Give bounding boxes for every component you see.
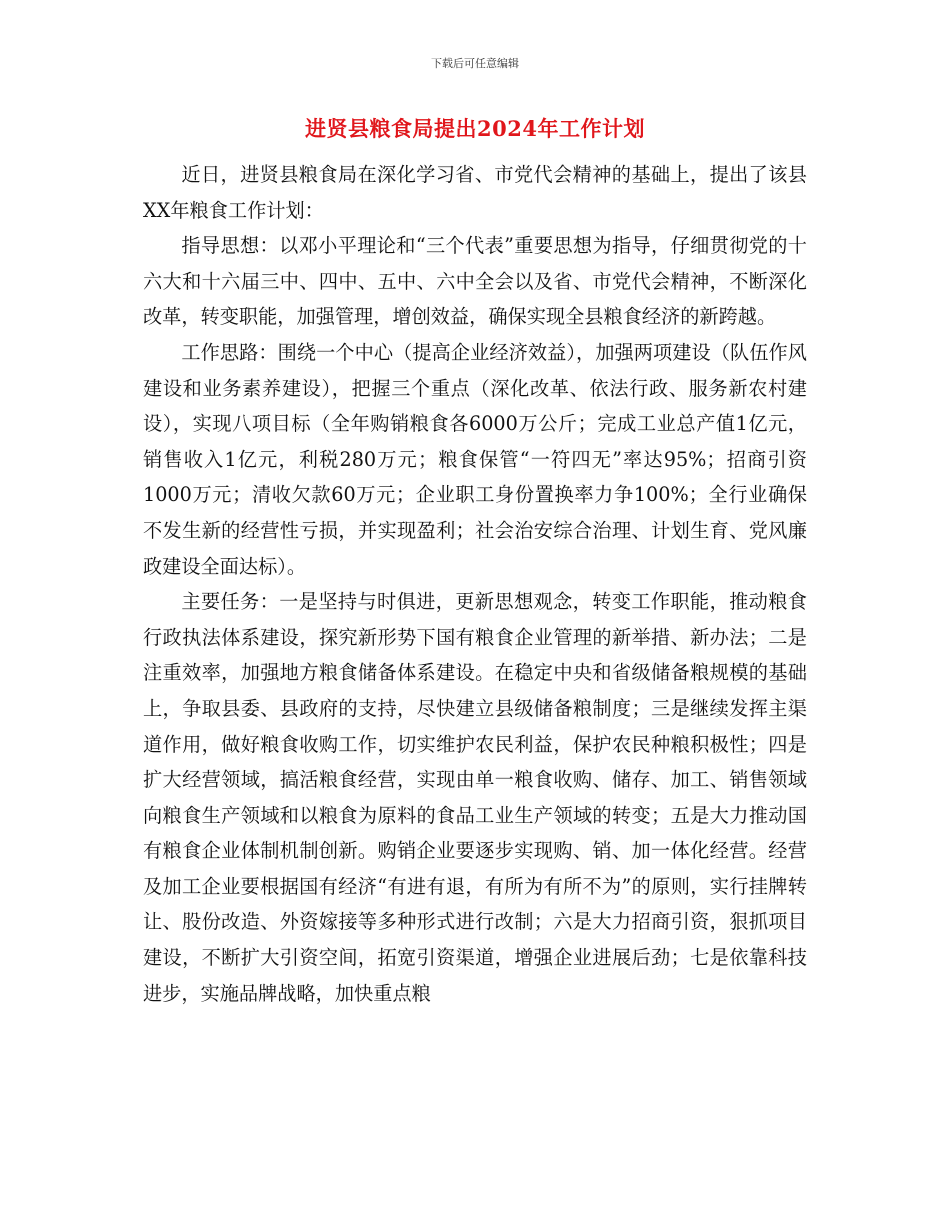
paragraph-intro: 近日，进贤县粮食局在深化学习省、市党代会精神的基础上，提出了该县XX年粮食工作计划： [143,163,807,222]
paragraph-main-tasks: 主要任务：一是坚持与时俱进，更新思想观念，转变工作职能，推动粮食行政执法体系建设，探究新形势下国有粮食企业管理的新举措、新办法；二是注重效率，加强地方粮食储备体系建设。在稳定中央和省级储备粮规模的基础上，争取县委、县政府的支持，尽快建立县级储备粮制度；三是继续发挥主渠道作用，做好粮食收购工作，切实维护农民利益，保护农民种粮积极性；四是扩大经营领域，搞活粮食经营，实现由单一粮食收购、储存、加工、销售领域向粮食生产领域和以粮食为原料的食品工业生产领域的转变；五是大力推动国有粮食企业体制机制创新。购销企业要逐步实现购、销、加一体化经营。经营及加工企业要根据国有经济“有进有退，有所为有所不为”的原则，实行挂牌转让、股份改造、外资嫁接等多种形式进行改制；六是大力招商引资，狠抓项目建设，不断扩大引资空间，拓宽引资渠道，增强企业进展后劲；七是依靠科技进步，实施品牌战略，加快重点粮 [143,590,807,1005]
document-body [143,157,807,1011]
header-note: 下载后可任意编辑 [431,57,519,70]
document-title: 进贤县粮食局提出2024年工作计划 [305,116,645,141]
paragraph-guiding-ideology: 指导思想：以邓小平理论和“三个代表”重要思想为指导，仔细贯彻党的十六大和十六届三中、四中、五中、六中全会以及省、市党代会精神，不断深化改革，转变职能，加强管理，增创效益，确保实现全县粮食经济的新跨越。 [143,234,807,329]
paragraph-work-approach: 工作思路：围绕一个中心（提高企业经济效益），加强两项建设（队伍作风建设和业务素养建设），把握三个重点（深化改革、依法行政、服务新农村建设），实现八项目标（全年购销粮食各6000万公斤；完成工业总产值1亿元，销售收入1亿元，利税280万元；粮食保管“一符四无”率达95%；招商引资1000万元；清收欠款60万元；企业职工身份置换率力争100%；全行业确保不发生新的经营性亏损，并实现盈利；社会治安综合治理、计划生育、党风廉政建设全面达标）。 [143,340,807,578]
